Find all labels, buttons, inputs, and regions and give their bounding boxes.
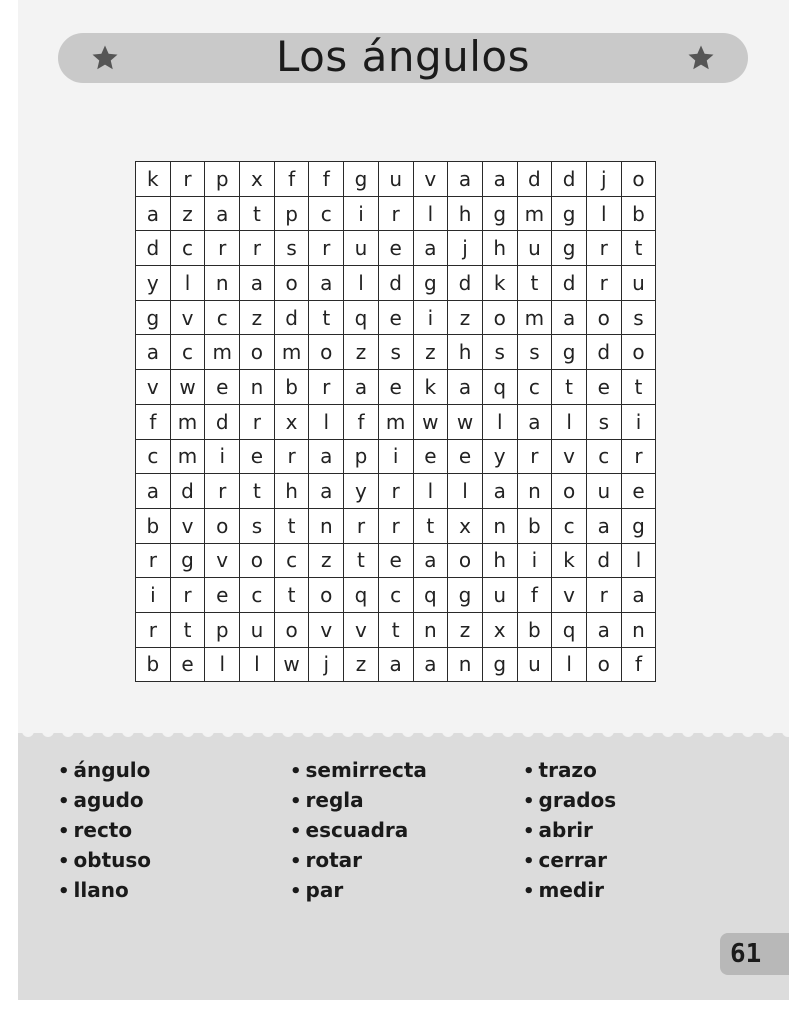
grid-cell[interactable]: o — [621, 162, 656, 197]
grid-cell[interactable]: l — [205, 647, 240, 682]
grid-cell[interactable]: o — [240, 543, 275, 578]
grid-cell[interactable]: p — [344, 439, 379, 474]
grid-cell[interactable]: i — [136, 578, 171, 613]
grid-cell[interactable]: e — [378, 543, 413, 578]
grid-cell[interactable]: u — [586, 474, 621, 509]
grid-row — [136, 612, 656, 647]
grid-cell[interactable]: g — [413, 266, 448, 301]
word-list-panel — [18, 733, 789, 1000]
grid-cell[interactable]: l — [482, 404, 517, 439]
grid-cell[interactable]: r — [621, 439, 656, 474]
grid-cell[interactable]: s — [621, 300, 656, 335]
grid-row — [136, 578, 656, 613]
grid-cell[interactable]: r — [170, 578, 205, 613]
grid-cell[interactable]: r — [586, 231, 621, 266]
word-item: • agudo — [58, 785, 151, 815]
grid-cell[interactable]: m — [170, 404, 205, 439]
grid-cell[interactable]: r — [240, 404, 275, 439]
grid-cell[interactable]: t — [240, 474, 275, 509]
grid-cell[interactable]: q — [552, 612, 587, 647]
grid-cell[interactable]: o — [448, 543, 483, 578]
grid-cell[interactable]: l — [240, 647, 275, 682]
grid-cell[interactable]: a — [482, 474, 517, 509]
grid-cell[interactable]: m — [517, 300, 552, 335]
grid-cell[interactable]: v — [344, 612, 379, 647]
grid-row — [136, 474, 656, 509]
grid-cell[interactable]: t — [517, 266, 552, 301]
grid-cell[interactable]: u — [482, 578, 517, 613]
grid-cell[interactable]: g — [552, 231, 587, 266]
grid-cell[interactable]: g — [482, 647, 517, 682]
grid-cell[interactable]: p — [205, 162, 240, 197]
page-number: 61 — [720, 933, 789, 975]
grid-cell[interactable]: n — [621, 612, 656, 647]
grid-cell[interactable]: c — [586, 439, 621, 474]
word-item: • ángulo — [58, 755, 151, 785]
grid-cell[interactable]: o — [240, 335, 275, 370]
grid-cell[interactable]: q — [413, 578, 448, 613]
grid-cell[interactable]: u — [621, 266, 656, 301]
grid-cell[interactable]: q — [482, 370, 517, 405]
grid-cell[interactable]: e — [621, 474, 656, 509]
word-item: • regla — [290, 785, 427, 815]
grid-row — [136, 231, 656, 266]
grid-cell[interactable]: s — [586, 404, 621, 439]
grid-cell[interactable]: o — [274, 612, 309, 647]
grid-cell[interactable]: r — [344, 508, 379, 543]
grid-cell[interactable]: a — [552, 300, 587, 335]
grid-cell[interactable]: c — [240, 578, 275, 613]
grid-cell[interactable]: y — [344, 474, 379, 509]
grid-cell[interactable]: r — [378, 474, 413, 509]
grid-cell[interactable]: t — [274, 578, 309, 613]
grid-cell[interactable]: i — [344, 196, 379, 231]
grid-cell[interactable]: s — [482, 335, 517, 370]
grid-cell[interactable]: a — [309, 266, 344, 301]
grid-cell[interactable]: t — [274, 508, 309, 543]
grid-cell[interactable]: z — [448, 612, 483, 647]
grid-cell[interactable]: f — [517, 578, 552, 613]
grid-cell[interactable]: i — [517, 543, 552, 578]
grid-row — [136, 647, 656, 682]
grid-cell[interactable]: n — [309, 508, 344, 543]
grid-cell[interactable]: a — [136, 196, 171, 231]
grid-row — [136, 543, 656, 578]
grid-cell[interactable]: i — [378, 439, 413, 474]
word-search-grid — [135, 161, 656, 682]
grid-cell[interactable]: d — [136, 231, 171, 266]
grid-cell[interactable]: c — [378, 578, 413, 613]
grid-cell[interactable]: w — [170, 370, 205, 405]
grid-cell[interactable]: o — [274, 266, 309, 301]
grid-cell[interactable]: x — [274, 404, 309, 439]
grid-cell[interactable]: x — [240, 162, 275, 197]
grid-cell[interactable]: u — [517, 647, 552, 682]
grid-cell[interactable]: s — [274, 231, 309, 266]
grid-cell[interactable]: t — [309, 300, 344, 335]
grid-cell[interactable]: z — [344, 647, 379, 682]
grid-cell[interactable]: o — [586, 300, 621, 335]
grid-cell[interactable]: d — [517, 162, 552, 197]
grid-cell[interactable]: o — [205, 508, 240, 543]
grid-cell[interactable]: g — [448, 578, 483, 613]
grid-cell[interactable]: f — [344, 404, 379, 439]
grid-cell[interactable]: a — [586, 508, 621, 543]
grid-cell[interactable]: i — [413, 300, 448, 335]
word-item: • medir — [523, 875, 616, 905]
grid-cell[interactable]: b — [274, 370, 309, 405]
grid-cell[interactable]: u — [240, 612, 275, 647]
grid-cell[interactable]: d — [586, 543, 621, 578]
grid-cell[interactable]: l — [448, 474, 483, 509]
grid-cell[interactable]: r — [205, 231, 240, 266]
grid-cell[interactable]: p — [274, 196, 309, 231]
grid-cell[interactable]: u — [378, 162, 413, 197]
grid-cell[interactable]: b — [136, 647, 171, 682]
grid-cell[interactable]: u — [344, 231, 379, 266]
grid-cell[interactable]: l — [413, 474, 448, 509]
grid-cell[interactable]: a — [205, 196, 240, 231]
grid-cell[interactable]: a — [517, 404, 552, 439]
grid-cell[interactable]: e — [205, 370, 240, 405]
grid-cell[interactable]: h — [482, 231, 517, 266]
grid-cell[interactable]: a — [309, 474, 344, 509]
grid-cell[interactable]: d — [378, 266, 413, 301]
grid-cell[interactable]: i — [621, 404, 656, 439]
grid-cell[interactable]: v — [413, 162, 448, 197]
grid-cell[interactable]: y — [482, 439, 517, 474]
grid-cell[interactable]: l — [170, 266, 205, 301]
grid-cell[interactable]: s — [517, 335, 552, 370]
grid-cell[interactable]: e — [170, 647, 205, 682]
grid-cell[interactable]: a — [413, 647, 448, 682]
scalloped-edge — [18, 727, 789, 739]
grid-cell[interactable]: k — [413, 370, 448, 405]
word-item: • llano — [58, 875, 151, 905]
grid-cell[interactable]: z — [448, 300, 483, 335]
grid-cell[interactable]: r — [586, 266, 621, 301]
grid-row — [136, 335, 656, 370]
grid-cell[interactable]: o — [482, 300, 517, 335]
word-item: • grados — [523, 785, 616, 815]
grid-cell[interactable]: e — [378, 370, 413, 405]
grid-cell[interactable]: n — [240, 370, 275, 405]
grid-cell[interactable]: e — [378, 300, 413, 335]
grid-cell[interactable]: a — [378, 647, 413, 682]
grid-cell[interactable]: d — [552, 266, 587, 301]
grid-cell[interactable]: g — [170, 543, 205, 578]
grid-cell[interactable]: m — [205, 335, 240, 370]
grid-cell[interactable]: z — [309, 543, 344, 578]
grid-cell[interactable]: q — [344, 578, 379, 613]
grid-cell[interactable]: v — [136, 370, 171, 405]
grid-cell[interactable]: l — [413, 196, 448, 231]
grid-cell[interactable]: c — [205, 300, 240, 335]
grid-cell[interactable]: e — [378, 231, 413, 266]
grid-cell[interactable]: m — [378, 404, 413, 439]
word-item: • semirrecta — [290, 755, 427, 785]
grid-cell[interactable]: r — [170, 162, 205, 197]
grid-cell[interactable]: b — [621, 196, 656, 231]
grid-cell[interactable]: e — [586, 370, 621, 405]
grid-row — [136, 266, 656, 301]
grid-cell[interactable]: d — [448, 266, 483, 301]
grid-row — [136, 404, 656, 439]
word-item: • abrir — [523, 815, 616, 845]
grid-row — [136, 196, 656, 231]
grid-cell[interactable]: b — [517, 612, 552, 647]
grid-cell[interactable]: d — [274, 300, 309, 335]
grid-cell[interactable]: g — [482, 196, 517, 231]
grid-cell[interactable]: a — [448, 370, 483, 405]
grid-cell[interactable]: c — [517, 370, 552, 405]
grid-cell[interactable]: v — [552, 578, 587, 613]
grid-cell[interactable]: c — [274, 543, 309, 578]
grid-cell[interactable]: j — [309, 647, 344, 682]
grid-cell[interactable]: w — [448, 404, 483, 439]
grid-cell[interactable]: a — [136, 335, 171, 370]
grid-cell[interactable]: d — [586, 335, 621, 370]
grid-cell[interactable]: e — [240, 439, 275, 474]
grid-cell[interactable]: n — [517, 474, 552, 509]
grid-cell[interactable]: l — [552, 647, 587, 682]
word-item: • rotar — [290, 845, 427, 875]
grid-cell[interactable]: x — [448, 508, 483, 543]
grid-cell[interactable]: g — [136, 300, 171, 335]
grid-cell[interactable]: m — [274, 335, 309, 370]
grid-cell[interactable]: t — [552, 370, 587, 405]
grid-cell[interactable]: l — [586, 196, 621, 231]
grid-cell[interactable]: t — [240, 196, 275, 231]
grid-cell[interactable]: n — [448, 647, 483, 682]
grid-row — [136, 162, 656, 197]
grid-cell[interactable]: l — [552, 404, 587, 439]
grid-cell[interactable]: r — [378, 508, 413, 543]
grid-cell[interactable]: r — [136, 543, 171, 578]
grid-cell[interactable]: v — [170, 300, 205, 335]
grid-cell[interactable]: g — [621, 508, 656, 543]
grid-cell[interactable]: v — [205, 543, 240, 578]
star-icon — [686, 43, 716, 73]
grid-cell[interactable]: o — [552, 474, 587, 509]
word-item: • escuadra — [290, 815, 427, 845]
grid-cell[interactable]: o — [586, 647, 621, 682]
grid-row — [136, 300, 656, 335]
grid-cell[interactable]: t — [621, 370, 656, 405]
grid-cell[interactable]: r — [309, 370, 344, 405]
grid-cell[interactable]: z — [240, 300, 275, 335]
grid-cell[interactable]: c — [136, 439, 171, 474]
grid-cell[interactable]: a — [448, 162, 483, 197]
grid-row — [136, 508, 656, 543]
grid-cell[interactable]: f — [621, 647, 656, 682]
grid-cell[interactable]: w — [413, 404, 448, 439]
grid-cell[interactable]: n — [413, 612, 448, 647]
grid-cell[interactable]: v — [552, 439, 587, 474]
grid-cell[interactable]: k — [482, 266, 517, 301]
grid-cell[interactable]: u — [517, 231, 552, 266]
grid-cell[interactable]: a — [413, 231, 448, 266]
grid-cell[interactable]: n — [482, 508, 517, 543]
grid-cell[interactable]: z — [413, 335, 448, 370]
grid-cell[interactable]: o — [309, 578, 344, 613]
grid-cell[interactable]: g — [344, 162, 379, 197]
grid-cell[interactable]: f — [309, 162, 344, 197]
grid-cell[interactable]: r — [136, 612, 171, 647]
grid-cell[interactable]: b — [517, 508, 552, 543]
grid-cell[interactable]: c — [309, 196, 344, 231]
grid-cell[interactable]: v — [170, 508, 205, 543]
grid-cell[interactable]: d — [205, 404, 240, 439]
grid-cell[interactable]: y — [136, 266, 171, 301]
grid-cell[interactable]: h — [448, 335, 483, 370]
grid-cell[interactable]: z — [344, 335, 379, 370]
grid-cell[interactable]: l — [309, 404, 344, 439]
grid-cell[interactable]: m — [170, 439, 205, 474]
word-item: • cerrar — [523, 845, 616, 875]
grid-cell[interactable]: f — [136, 404, 171, 439]
grid-cell[interactable]: t — [378, 612, 413, 647]
grid-cell[interactable]: l — [621, 543, 656, 578]
grid-cell[interactable]: k — [136, 162, 171, 197]
grid-cell[interactable]: r — [517, 439, 552, 474]
grid-cell[interactable]: o — [309, 335, 344, 370]
grid-cell[interactable]: t — [170, 612, 205, 647]
grid-cell[interactable]: z — [170, 196, 205, 231]
grid-cell[interactable]: k — [552, 543, 587, 578]
word-item: • recto — [58, 815, 151, 845]
grid-cell[interactable]: t — [344, 543, 379, 578]
grid-cell[interactable]: a — [136, 474, 171, 509]
grid-cell[interactable]: b — [136, 508, 171, 543]
word-list-column-2 — [290, 755, 427, 905]
grid-cell[interactable]: r — [205, 474, 240, 509]
grid-cell[interactable]: a — [586, 612, 621, 647]
grid-cell[interactable]: q — [344, 300, 379, 335]
grid-cell[interactable]: a — [309, 439, 344, 474]
grid-cell[interactable]: n — [205, 266, 240, 301]
word-list-column-1 — [58, 755, 151, 905]
grid-cell[interactable]: j — [448, 231, 483, 266]
grid-cell[interactable]: c — [552, 508, 587, 543]
grid-cell[interactable]: l — [344, 266, 379, 301]
grid-cell[interactable]: a — [240, 266, 275, 301]
grid-cell[interactable]: d — [170, 474, 205, 509]
grid-cell[interactable]: g — [552, 196, 587, 231]
grid-cell[interactable]: c — [170, 335, 205, 370]
grid-cell[interactable]: v — [309, 612, 344, 647]
title-bar — [58, 33, 748, 83]
grid-cell[interactable]: r — [274, 439, 309, 474]
grid-cell[interactable]: d — [552, 162, 587, 197]
word-item: • par — [290, 875, 427, 905]
grid-cell[interactable]: j — [586, 162, 621, 197]
star-icon — [90, 43, 120, 73]
grid-cell[interactable]: s — [378, 335, 413, 370]
grid-cell[interactable]: r — [586, 578, 621, 613]
grid-cell[interactable]: p — [205, 612, 240, 647]
grid-cell[interactable]: e — [448, 439, 483, 474]
grid-cell[interactable]: r — [378, 196, 413, 231]
word-item: • obtuso — [58, 845, 151, 875]
grid-cell[interactable]: m — [517, 196, 552, 231]
grid-cell[interactable]: x — [482, 612, 517, 647]
grid-cell[interactable]: a — [344, 370, 379, 405]
word-list-column-3 — [523, 755, 616, 905]
grid-cell[interactable]: e — [413, 439, 448, 474]
word-item: • trazo — [523, 755, 616, 785]
grid-cell[interactable]: a — [413, 543, 448, 578]
grid-cell[interactable]: h — [448, 196, 483, 231]
grid-cell[interactable]: c — [170, 231, 205, 266]
grid-cell[interactable]: f — [274, 162, 309, 197]
grid-row — [136, 370, 656, 405]
grid-cell[interactable]: i — [205, 439, 240, 474]
grid-cell[interactable]: h — [482, 543, 517, 578]
grid-cell[interactable]: w — [274, 647, 309, 682]
grid-cell[interactable]: t — [413, 508, 448, 543]
grid-cell[interactable]: s — [240, 508, 275, 543]
grid-cell[interactable]: r — [309, 231, 344, 266]
grid-cell[interactable]: a — [621, 578, 656, 613]
page-title: Los ángulos — [276, 31, 530, 81]
grid-cell[interactable]: t — [621, 231, 656, 266]
grid-cell[interactable]: o — [621, 335, 656, 370]
grid-row — [136, 439, 656, 474]
grid-cell[interactable]: a — [482, 162, 517, 197]
grid-cell[interactable]: g — [552, 335, 587, 370]
grid-cell[interactable]: e — [205, 578, 240, 613]
grid-cell[interactable]: h — [274, 474, 309, 509]
grid-cell[interactable]: r — [240, 231, 275, 266]
